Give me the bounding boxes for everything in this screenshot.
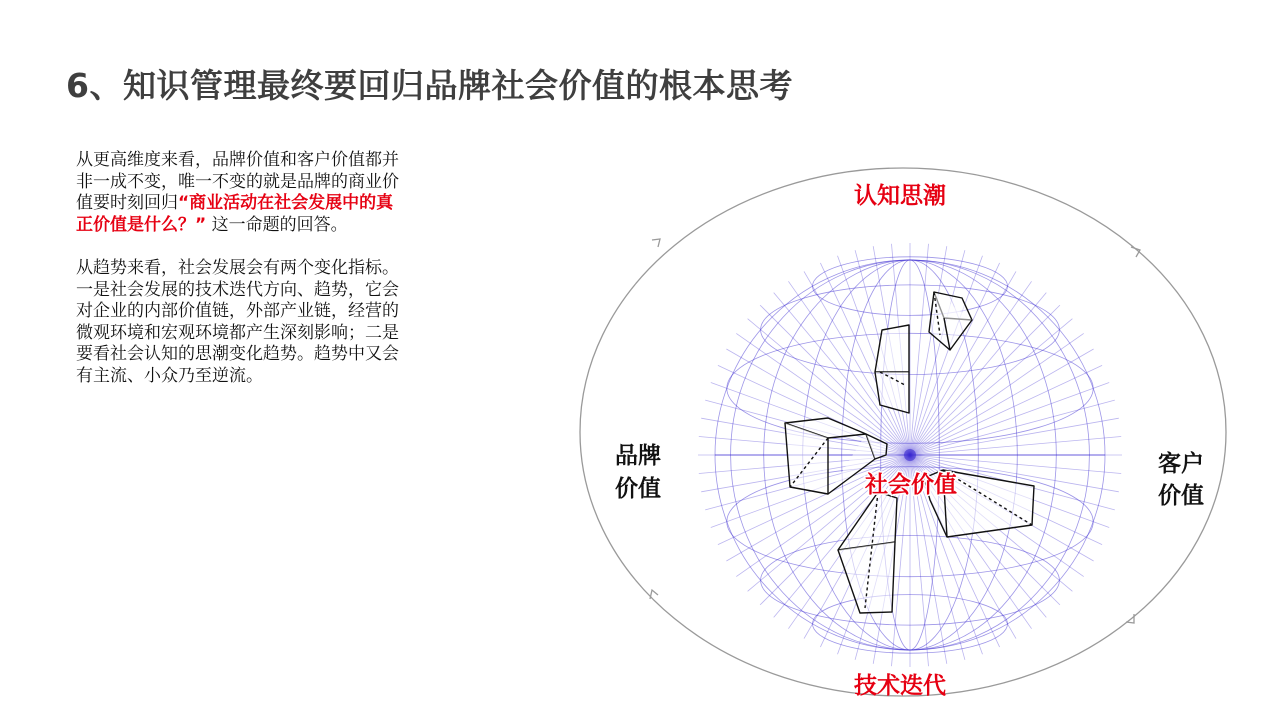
grid-ray	[910, 256, 983, 455]
text-line: 对企业的内部价值链，外部产业链，经营的	[76, 301, 399, 321]
text-line: 这一命题的回答。	[211, 214, 348, 235]
text-line: 从趋势来看，社会发展会有两个变化指标。	[76, 258, 399, 278]
grid-ray	[910, 383, 1109, 456]
outer-orbit	[580, 168, 1226, 696]
label-brand-value-line1: 品牌	[615, 443, 661, 469]
text-line: 一是社会发展的技术迭代方向、趋势，它会	[76, 279, 399, 300]
label-cognitive-trends: 认知思潮	[854, 183, 946, 209]
grid-ray	[910, 244, 929, 455]
block-top	[875, 325, 909, 413]
label-social-value: 社会价值	[865, 472, 957, 498]
block-bottom	[838, 492, 897, 613]
grid-ray	[910, 263, 1000, 455]
text-line: 从更高维度来看，品牌价值和客户价值都并	[76, 150, 399, 170]
label-tech-iteration: 技术迭代	[854, 673, 946, 699]
arrow-icon	[1131, 247, 1140, 257]
label-brand-value-line2: 价值	[615, 476, 661, 502]
text-line: 值要时刻回归	[76, 193, 178, 213]
page-title: 6、知识管理最终要回归品牌社会价值的根本思考	[66, 66, 793, 105]
highlight-question-cont: 正价值是什么？”	[76, 214, 207, 235]
text-line: 非一成不变，唯一不变的就是品牌的商业价	[76, 171, 399, 192]
orbit-arrows	[650, 239, 1140, 623]
label-customer-value-line2: 价值	[1158, 483, 1204, 509]
text-line: 有主流、小众乃至逆流。	[76, 365, 263, 386]
arrow-icon	[652, 239, 660, 247]
label-customer-value-line1: 客户	[1158, 451, 1204, 477]
text-line: 要看社会认知的思潮变化趋势。趋势中又会	[76, 344, 399, 364]
text-line: 微观环境和宏观环境都产生深刻影响；二是	[76, 322, 399, 343]
center-glow	[904, 449, 916, 461]
highlight-question: “商业活动在社会发展中的真	[178, 193, 394, 213]
arrow-icon	[1126, 614, 1134, 623]
grid-ray	[910, 250, 965, 455]
